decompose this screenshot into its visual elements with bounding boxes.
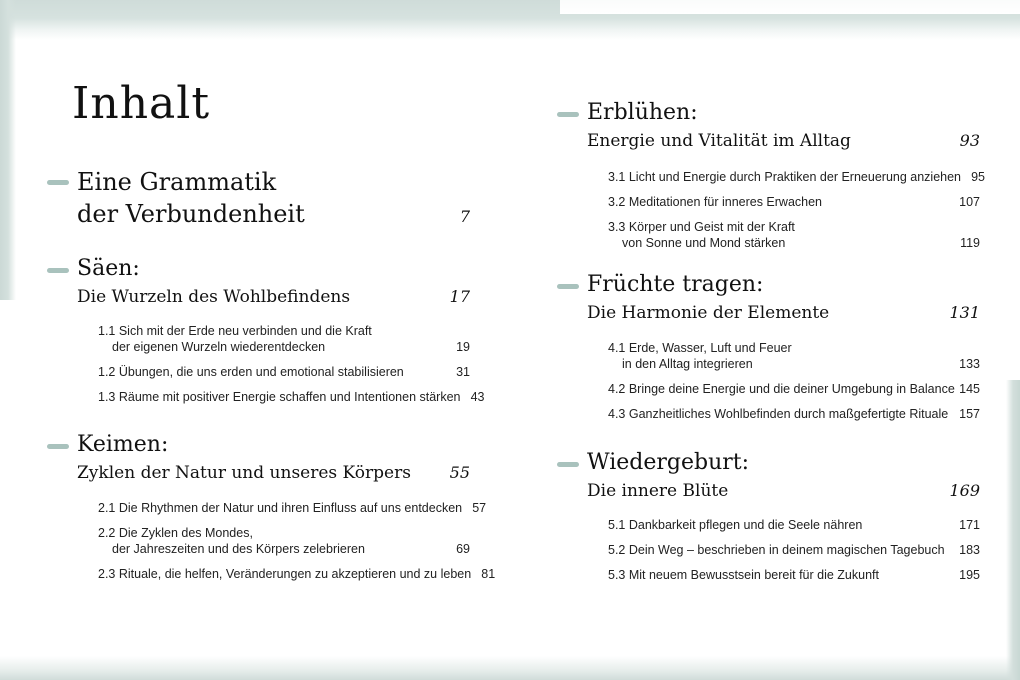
chapter-heading: Erblühen: — [587, 100, 698, 125]
section-page-number: 95 — [971, 170, 986, 184]
section-title: 4.2 Bringe deine Energie und die deiner Umgebung in Balance — [608, 382, 955, 396]
section-title: 5.2 Dein Weg – beschrieben in deinem magischen Tagebuch — [608, 543, 945, 557]
section-title: 1.3 Räume mit positiver Energie schaffen und Intentionen stärken — [98, 390, 461, 404]
section-title: 4.3 Ganzheitliches Wohlbefinden durch maßgefertigte Rituale — [608, 407, 949, 421]
section-list — [98, 500, 496, 582]
section-page-number: 43 — [470, 390, 485, 404]
section-entry[interactable] — [608, 194, 980, 210]
chapter-entry[interactable] — [587, 98, 980, 154]
section-list — [608, 169, 986, 251]
chapter-heading: Früchte tragen: — [587, 272, 764, 297]
chapter-entry[interactable] — [77, 430, 470, 486]
dash-icon — [557, 112, 579, 117]
section-title: 1.1 Sich mit der Erde neu verbinden und die Kraft — [98, 324, 372, 338]
section-page-number: 19 — [456, 340, 470, 354]
section-title-continued: in den Alltag integrieren — [622, 357, 753, 371]
section-title: 1.2 Übungen, die uns erden und emotional stabilisieren — [98, 365, 404, 379]
chapter-heading: Keimen: — [77, 432, 169, 457]
section-title: 2.1 Die Rhythmen der Natur und ihren Einfluss auf uns entdecken — [98, 501, 463, 515]
chapter-page-number: 17 — [449, 287, 470, 306]
chapter-entry[interactable] — [587, 448, 980, 504]
section-page-number: 107 — [959, 195, 980, 209]
section-title: 5.1 Dankbarkeit pflegen und die Seele nähren — [608, 518, 863, 532]
section-page-number: 69 — [456, 542, 470, 556]
section-entry[interactable] — [608, 517, 980, 533]
section-title: 5.3 Mit neuem Bewusstsein bereit für die Zukunft — [608, 568, 879, 582]
section-page-number: 195 — [959, 568, 980, 582]
section-entry[interactable] — [608, 542, 980, 558]
page-title: Inhalt — [72, 78, 211, 129]
section-title: 3.2 Meditationen für inneres Erwachen — [608, 195, 823, 209]
section-page-number: 81 — [481, 567, 496, 581]
chapter-subheading: Zyklen der Natur und unseres Körpers — [77, 463, 411, 483]
chapter-page-number: 7 — [459, 207, 470, 226]
section-title: 2.2 Die Zyklen des Mondes, — [98, 526, 253, 540]
chapter-page-number: 55 — [449, 463, 470, 482]
section-entry[interactable] — [98, 323, 470, 355]
section-page-number: 183 — [959, 543, 980, 557]
section-page-number: 57 — [472, 501, 487, 515]
section-entry[interactable] — [608, 169, 986, 185]
section-entry[interactable] — [98, 389, 485, 405]
section-entry[interactable] — [98, 566, 496, 582]
chapter-entry[interactable] — [77, 254, 470, 310]
section-title: 3.3 Körper und Geist mit der Kraft — [608, 220, 795, 234]
section-title: 4.1 Erde, Wasser, Luft und Feuer — [608, 341, 792, 355]
section-page-number: 157 — [959, 407, 980, 421]
section-page-number: 171 — [959, 518, 980, 532]
chapter-heading: Säen: — [77, 256, 140, 281]
chapter-subheading: der Verbundenheit — [77, 200, 305, 228]
section-entry[interactable] — [608, 567, 980, 583]
right-page — [510, 0, 1020, 680]
dash-icon — [557, 462, 579, 467]
section-list — [608, 340, 980, 422]
section-list — [608, 517, 980, 583]
chapter-page-number: 93 — [959, 131, 980, 150]
chapter-subheading: Energie und Vitalität im Alltag — [587, 131, 851, 151]
section-entry[interactable] — [608, 219, 980, 251]
chapter-subheading: Die Wurzeln des Wohlbefindens — [77, 287, 351, 307]
section-title-continued: der Jahreszeiten und des Körpers zelebrieren — [112, 542, 365, 556]
section-title: 2.3 Rituale, die helfen, Veränderungen zu akzeptieren und zu leben — [98, 567, 472, 581]
chapter-subheading: Die Harmonie der Elemente — [587, 303, 830, 323]
section-list — [98, 323, 485, 405]
section-entry[interactable] — [608, 340, 980, 372]
section-entry[interactable] — [98, 500, 487, 516]
section-page-number: 119 — [960, 236, 980, 250]
section-entry[interactable] — [608, 381, 980, 397]
chapter-subheading: Die innere Blüte — [587, 481, 729, 501]
dash-icon — [47, 180, 69, 185]
dash-icon — [47, 444, 69, 449]
section-page-number: 133 — [959, 357, 980, 371]
section-entry[interactable] — [98, 364, 470, 380]
chapter-page-number: 169 — [949, 481, 980, 500]
section-page-number: 31 — [456, 365, 470, 379]
section-title-continued: von Sonne und Mond stärken — [622, 236, 786, 250]
section-entry[interactable] — [608, 406, 980, 422]
chapter-entry[interactable] — [77, 166, 470, 230]
dash-icon — [47, 268, 69, 273]
section-title-continued: der eigenen Wurzeln wiederentdecken — [112, 340, 326, 354]
chapter-heading: Eine Grammatik — [77, 168, 277, 196]
chapter-heading: Wiedergeburt: — [587, 450, 750, 475]
section-entry[interactable] — [98, 525, 470, 557]
section-page-number: 145 — [959, 382, 980, 396]
chapter-page-number: 131 — [949, 303, 980, 322]
chapter-entry[interactable] — [587, 270, 980, 326]
dash-icon — [557, 284, 579, 289]
section-title: 3.1 Licht und Energie durch Praktiken der Erneuerung anziehen — [608, 170, 962, 184]
